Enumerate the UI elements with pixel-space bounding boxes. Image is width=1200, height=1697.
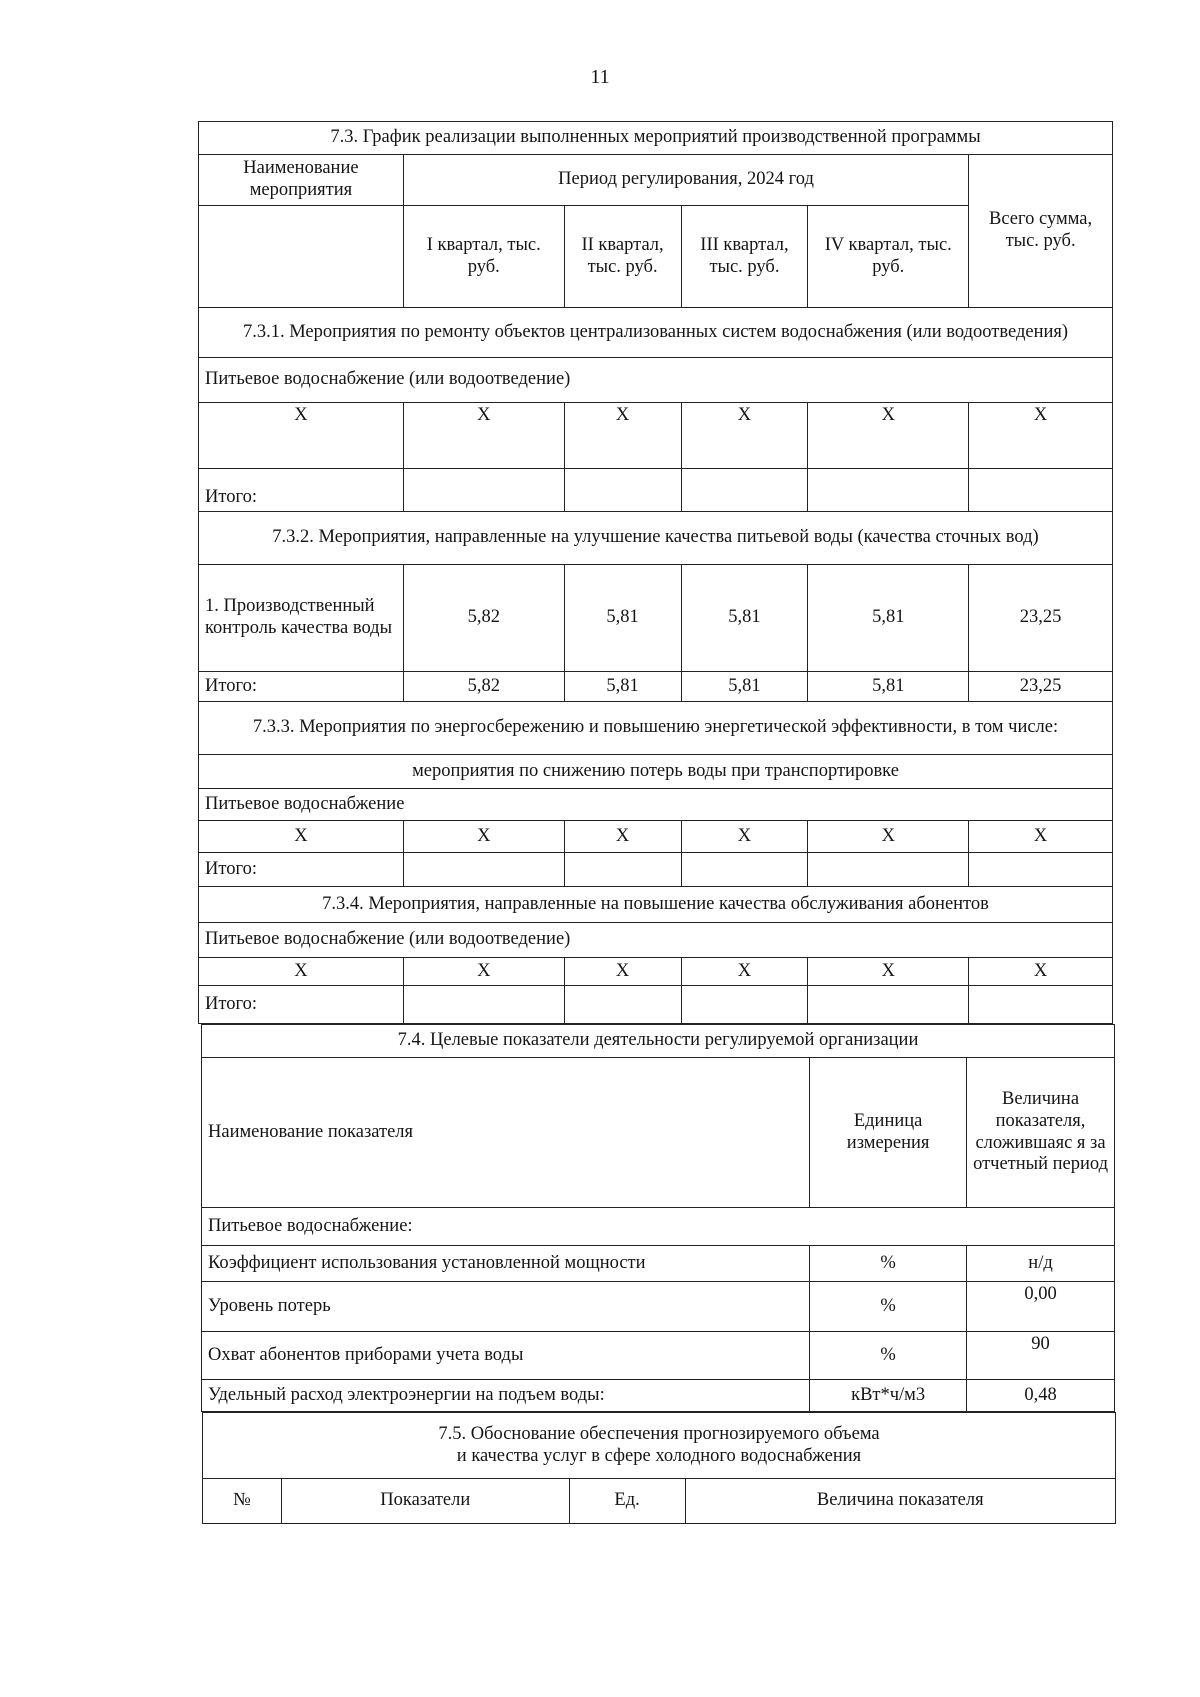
itogo-label: Итого:	[199, 986, 404, 1024]
table-row	[199, 986, 1113, 1024]
table-row	[202, 1380, 1115, 1412]
indicator-value: 0,00	[967, 1282, 1115, 1332]
empty-cell	[969, 853, 1113, 887]
cell-x: Х	[969, 403, 1113, 469]
empty-cell	[969, 986, 1113, 1024]
cell-value: 5,82	[403, 565, 564, 672]
cell-x: Х	[681, 958, 808, 986]
table-row	[199, 853, 1113, 887]
table-row	[199, 469, 1113, 512]
header-indicator-name: Наименование показателя	[202, 1058, 810, 1208]
cell-x: Х	[681, 403, 808, 469]
section-title-7-3-3: 7.3.3. Мероприятия по энергосбережению и повышению энергетической эффективности, в том числе:	[199, 702, 1113, 755]
cell-x: Х	[969, 958, 1113, 986]
cell-x: Х	[199, 958, 404, 986]
indicator-value: 0,48	[967, 1380, 1115, 1412]
empty-cell	[808, 853, 969, 887]
indicator-value: 90	[967, 1332, 1115, 1380]
empty-cell	[564, 853, 681, 887]
cell-value: 5,81	[564, 565, 681, 672]
section-title-7-3: 7.3. График реализации выполненных мероприятий производственной программы	[199, 122, 1113, 155]
cell-x: Х	[681, 821, 808, 853]
cell-value: 5,81	[564, 672, 681, 702]
header-indicator-value: Величина показателя	[685, 1479, 1116, 1524]
itogo-label: Итого:	[199, 853, 404, 887]
cell-value: 23,25	[969, 672, 1113, 702]
header-unit: Единица измерения	[810, 1058, 967, 1208]
cell-x: Х	[403, 821, 564, 853]
subsection-drinking-water-2: Питьевое водоснабжение	[199, 789, 1113, 821]
cell-x: Х	[808, 958, 969, 986]
itogo-label: Итого:	[199, 469, 404, 512]
subsection-drinking-water-3: Питьевое водоснабжение (или водоотведение)	[199, 923, 1113, 958]
empty-cell	[808, 986, 969, 1024]
table-row	[199, 565, 1113, 672]
indicator-name: Удельный расход электроэнергии на подъем воды:	[202, 1380, 810, 1412]
document-body	[0, 121, 1200, 1524]
header-total: Всего сумма, тыс. руб.	[969, 155, 1113, 308]
section-title-7-5-line1: 7.5. Обоснование обеспечения прогнозируемого объема	[438, 1423, 880, 1444]
header-q1: I квартал, тыс. руб.	[403, 206, 564, 308]
header-empty-cell	[199, 206, 404, 308]
empty-cell	[681, 986, 808, 1024]
cell-value: 5,81	[808, 565, 969, 672]
table-row	[199, 403, 1113, 469]
header-event-name: Наименование мероприятия	[199, 155, 404, 206]
empty-cell	[808, 469, 969, 512]
indicator-name: Уровень потерь	[202, 1282, 810, 1332]
cell-x: Х	[808, 821, 969, 853]
section-title-7-3-1: 7.3.1. Мероприятия по ремонту объектов централизованных систем водоснабжения (или водоотведения)	[199, 308, 1113, 358]
header-number: №	[203, 1479, 282, 1524]
table-row	[199, 821, 1113, 853]
indicator-name: Охват абонентов приборами учета воды	[202, 1332, 810, 1380]
item-name: 1. Производственный контроль качества воды	[199, 565, 404, 672]
table-7-4-indicators	[201, 1024, 1115, 1412]
section-title-7-5	[203, 1413, 1116, 1479]
section-title-7-5-line2: и качества услуг в сфере холодного водоснабжения	[456, 1445, 862, 1466]
indicator-unit: %	[810, 1282, 967, 1332]
indicator-unit: %	[810, 1332, 967, 1380]
cell-x: Х	[564, 821, 681, 853]
table-7-3-schedule	[198, 121, 1113, 1024]
table-row	[199, 672, 1113, 702]
empty-cell	[564, 469, 681, 512]
cell-value: 5,81	[681, 672, 808, 702]
page-number: 11	[590, 66, 610, 88]
header-q3: III квартал, тыс. руб.	[681, 206, 808, 308]
cell-x: Х	[403, 403, 564, 469]
empty-cell	[969, 469, 1113, 512]
section-title-7-3-4: 7.3.4. Мероприятия, направленные на повышение качества обслуживания абонентов	[199, 887, 1113, 923]
indicator-unit: %	[810, 1246, 967, 1282]
header-q4: IV квартал, тыс. руб.	[808, 206, 969, 308]
empty-cell	[564, 986, 681, 1024]
empty-cell	[681, 853, 808, 887]
cell-x: Х	[403, 958, 564, 986]
table-row	[202, 1282, 1115, 1332]
empty-cell	[403, 986, 564, 1024]
empty-cell	[403, 469, 564, 512]
indicator-unit: кВт*ч/м3	[810, 1380, 967, 1412]
header-value: Величина показателя, сложившаяс я за отчетный период	[967, 1058, 1115, 1208]
subsection-drinking-water-4: Питьевое водоснабжение:	[202, 1208, 1115, 1246]
empty-cell	[681, 469, 808, 512]
cell-value: 23,25	[969, 565, 1113, 672]
itogo-label: Итого:	[199, 672, 404, 702]
header-indicators: Показатели	[281, 1479, 569, 1524]
cell-x: Х	[199, 821, 404, 853]
section-title-7-4: 7.4. Целевые показатели деятельности регулируемой организации	[202, 1025, 1115, 1058]
table-row	[202, 1332, 1115, 1380]
header-period: Период регулирования, 2024 год	[403, 155, 968, 206]
cell-value: 5,81	[681, 565, 808, 672]
section-title-7-3-2: 7.3.2. Мероприятия, направленные на улучшение качества питьевой воды (качества сточных вод)	[199, 512, 1113, 565]
cell-x: Х	[969, 821, 1113, 853]
indicator-name: Коэффициент использования установленной мощности	[202, 1246, 810, 1282]
cell-x: Х	[564, 958, 681, 986]
cell-value: 5,82	[403, 672, 564, 702]
cell-value: 5,81	[808, 672, 969, 702]
cell-x: Х	[808, 403, 969, 469]
header-q2: II квартал, тыс. руб.	[564, 206, 681, 308]
header-unit-short: Ед.	[569, 1479, 685, 1524]
table-row	[199, 958, 1113, 986]
empty-cell	[403, 853, 564, 887]
table-row	[202, 1246, 1115, 1282]
cell-x: Х	[564, 403, 681, 469]
subsection-loss-reduction: мероприятия по снижению потерь воды при транспортировке	[199, 755, 1113, 789]
indicator-value: н/д	[967, 1246, 1115, 1282]
subsection-drinking-water-1: Питьевое водоснабжение (или водоотведение)	[199, 358, 1113, 403]
cell-x: Х	[199, 403, 404, 469]
table-7-5-justification	[202, 1412, 1116, 1524]
